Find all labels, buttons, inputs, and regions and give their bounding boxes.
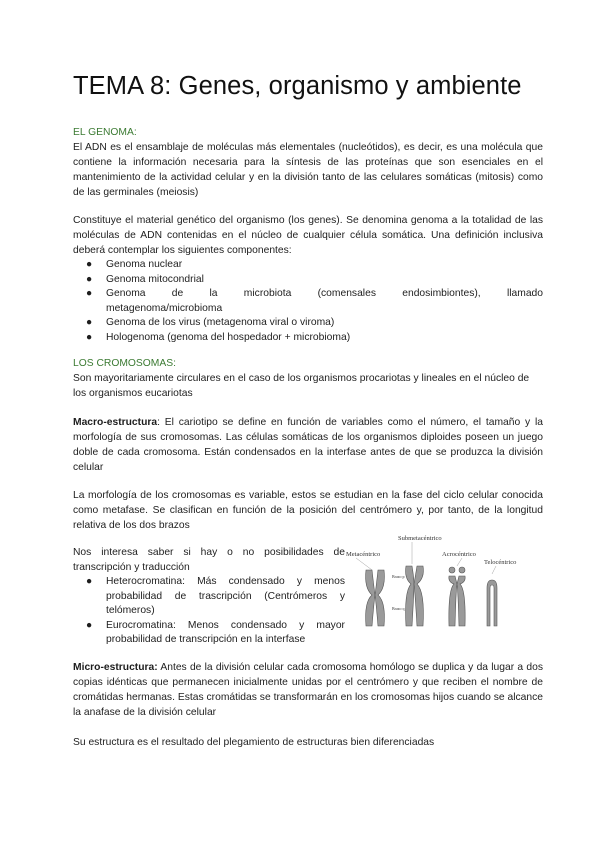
interesa-paragraph: Nos interesa saber si hay o no posibilidades de transcripción y traducción	[73, 547, 345, 573]
chromosome-diagram	[344, 530, 544, 648]
label-brazo-corto: Brazo p	[392, 574, 405, 579]
morfologia-paragraph: La morfología de los cromosomas es variable, estos se estudian en la fase del ciclo celular conocida como metafase. Se clasifican en función de la posición del centrómero y, por tanto, de la longitud relativa de los dos brazos	[73, 490, 543, 531]
label-brazo-largo: Brazo q	[392, 606, 405, 611]
cromosomas-section	[73, 357, 543, 401]
list-item: ● Genoma de la microbiota (comensales endosimbiontes), llamado metagenoma/microbioma	[86, 288, 543, 314]
macro-estructura-label: Macro-estructura	[73, 417, 158, 428]
label-telocentrico: Telocéntrico	[484, 559, 517, 566]
list-item: ● Genoma nuclear	[73, 258, 543, 273]
micro-estructura-label: Micro-estructura:	[73, 662, 158, 673]
genoma-paragraph-2: Constituye el material genético del organismo (los genes). Se denomina genoma a la totalidad de las moléculas de ADN contenidas en el núcleo de cualquier célula somática. Una definición inclusiva deberá contemplar los siguientes componentes:	[73, 215, 543, 256]
genoma-section	[73, 126, 543, 200]
micro-estructura	[73, 660, 543, 720]
final-paragraph: Su estructura es el resultado del plegamiento de estructuras bien diferenciadas	[73, 737, 435, 748]
cromatina-block	[73, 545, 345, 648]
genoma-components-list	[73, 258, 543, 346]
list-item: ● Genoma de los virus (metagenoma viral o viroma)	[73, 316, 543, 331]
genoma-definition	[73, 213, 543, 346]
bullet-icon: ●	[86, 317, 93, 329]
label-acrocentrico: Acrocéntrico	[442, 551, 476, 558]
cromosomas-heading: LOS CROMOSOMAS:	[73, 358, 176, 369]
bullet-icon: ●	[86, 288, 93, 300]
bullet-icon: ●	[86, 331, 93, 343]
acrocentric-chromosome	[449, 567, 465, 626]
list-item: ● Eurocromatina: Menos condensado y mayor probabilidad de transcripción en la interfase	[86, 619, 345, 646]
bullet-icon: ●	[86, 576, 93, 587]
macro-estructura	[73, 415, 543, 475]
list-item: ● Genoma mitocondrial	[73, 273, 543, 288]
genoma-heading: EL GENOMA:	[73, 127, 137, 138]
page-title: TEMA 8: Genes, organismo y ambiente	[73, 72, 522, 100]
cromosomas-paragraph-1: Son mayoritariamente circulares en el caso de los organismos procariotas y lineales en el núcleo de los organismos eucariotas	[73, 373, 530, 399]
list-item: ● Heterocromatina: Más condensado y menos probabilidad de trascripción (Centrómeros y telómeros)	[86, 576, 345, 617]
chromosome-types-figure	[344, 530, 544, 648]
bullet-icon: ●	[86, 259, 93, 270]
submetacentric-chromosome	[406, 566, 424, 626]
list-item: ● Hologenoma (genoma del hospedador + microbioma)	[73, 331, 543, 346]
cromatina-list	[73, 575, 345, 648]
label-submetacentrico: Submetacéntrico	[398, 535, 442, 542]
bullet-icon: ●	[86, 273, 93, 285]
bullet-icon: ●	[86, 619, 93, 631]
macro-estructura-text: : El cariotipo se define en función de variables como el número, el tamaño y la morfología de sus cromosomas. Las células somáticas de los organismos diploides poseen un juego doble de cada cromosoma. Están condensados en la interfase antes de que se produzca la división celular	[73, 417, 543, 473]
telocentric-chromosome	[487, 580, 497, 626]
genoma-paragraph-1: El ADN es el ensamblaje de moléculas más elementales (nucleótidos), es decir, es una molécula que contiene la información necesaria para la síntesis de las proteínas que son esenciales en el mantenimiento de la actividad celular y en la división tanto de las celulares somáticas (mitosis) como de las germinales (meiosis)	[73, 142, 543, 198]
label-metacentrico: Metacéntrico	[346, 551, 381, 558]
micro-estructura-text: Antes de la división celular cada cromosoma homólogo se duplica y da lugar a dos copias idénticas que permanecen inicialmente unidas por el centrómero y que reciben el nombre de cromátidas hermanas. Estas cromátidas se transformarán en los cromosomas hijos cuando se alcance la anafase de la división celular	[73, 662, 543, 718]
metacentric-chromosome	[366, 570, 385, 626]
